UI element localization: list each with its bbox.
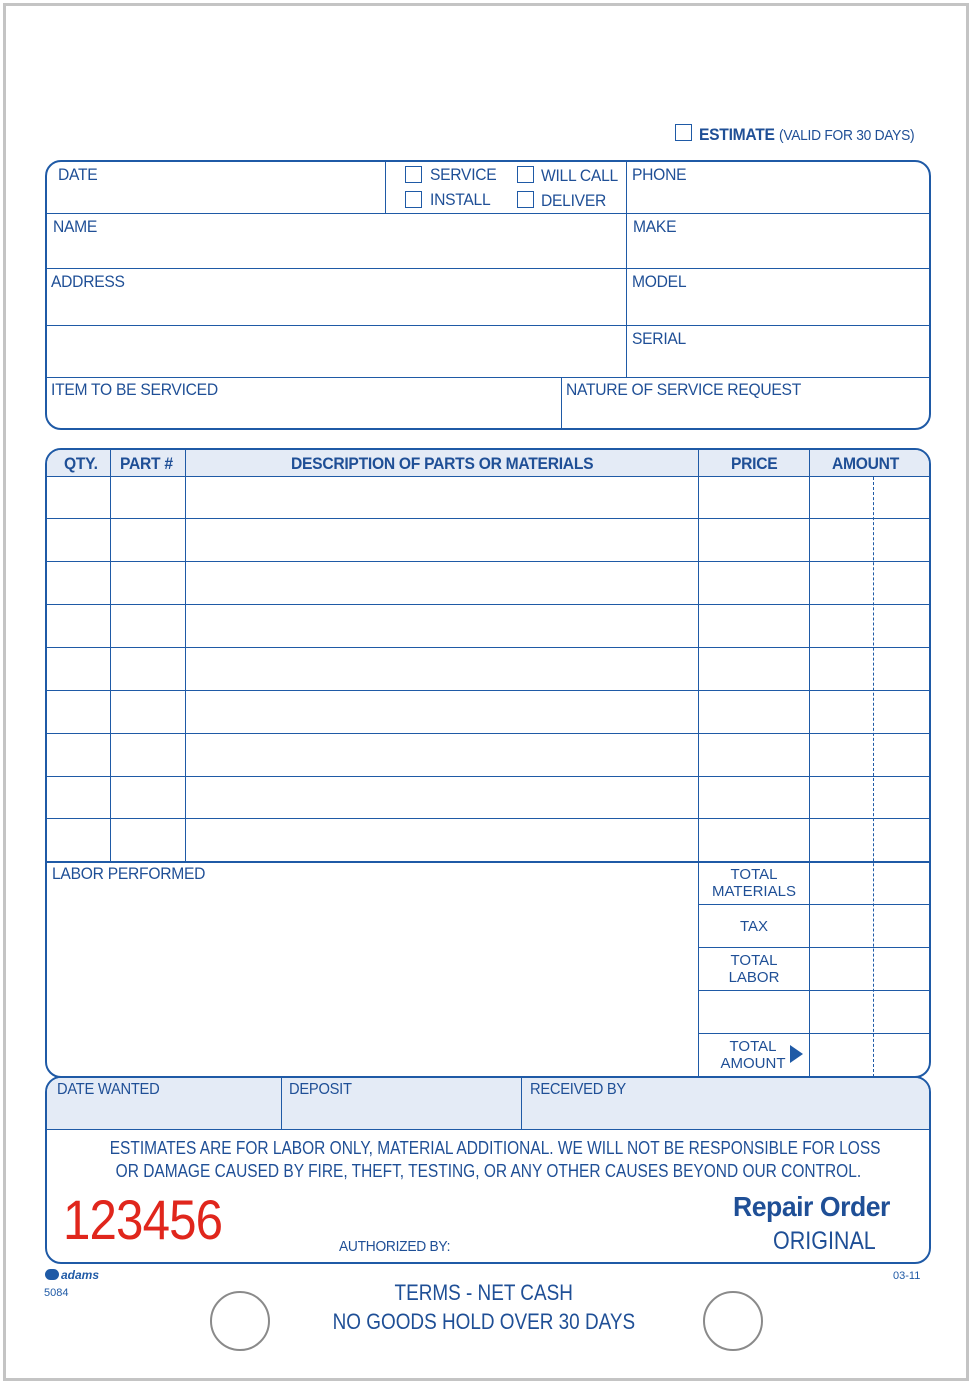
table-row[interactable] [46, 647, 930, 648]
estimate-note: (VALID FOR 30 DAYS) [779, 127, 915, 144]
table-row[interactable] [46, 561, 930, 562]
estimate-label: ESTIMATE [699, 125, 775, 144]
authorized-by-label: AUTHORIZED BY: [339, 1238, 451, 1255]
punch-hole-left [210, 1291, 270, 1351]
col-description: DESCRIPTION OF PARTS OR MATERIALS [291, 454, 594, 473]
estimate-checkbox[interactable] [675, 124, 692, 141]
arrow-right-icon [790, 1045, 803, 1063]
disclaimer-line-2: OR DAMAGE CAUSED BY FIRE, THEFT, TESTING, OR ANY OTHER CAUSES BEYOND OUR CONTROL. [115, 1161, 861, 1181]
deliver-checkbox[interactable] [517, 191, 534, 208]
col-qty: QTY. [64, 454, 98, 473]
model-label: MODEL [632, 272, 687, 291]
make-label: MAKE [633, 217, 677, 236]
total-materials-label: TOTAL MATERIALS [712, 866, 796, 900]
adams-logo [45, 1268, 99, 1282]
deliver-label: DELIVER [541, 191, 607, 210]
total-amount-label: TOTAL AMOUNT [720, 1038, 786, 1072]
version-code: 03-11 [893, 1270, 921, 1282]
col-part: PART # [120, 454, 173, 473]
table-row[interactable] [46, 733, 930, 734]
table-row[interactable] [46, 518, 930, 519]
terms-text: TERMS - NET CASH [394, 1280, 574, 1305]
service-label: SERVICE [430, 165, 497, 184]
form-title: Repair Order [733, 1191, 890, 1222]
name-label: NAME [53, 217, 98, 236]
total-labor-label: TOTAL LABOR [728, 952, 780, 986]
disclaimer-line-1: ESTIMATES ARE FOR LABOR ONLY, MATERIAL ADDITIONAL. WE WILL NOT BE RESPONSIBLE FOR LOSS [109, 1138, 881, 1158]
col-price: PRICE [731, 454, 778, 473]
phone-label: PHONE [632, 165, 687, 184]
table-row[interactable] [46, 690, 930, 691]
table-row[interactable] [46, 776, 930, 777]
table-row[interactable] [46, 604, 930, 605]
received-by-label: RECEIVED BY [530, 1081, 626, 1098]
adams-logo-icon [45, 1269, 59, 1280]
serial-label: SERIAL [632, 329, 686, 348]
address-label: ADDRESS [51, 272, 125, 291]
hold-text: NO GOODS HOLD OVER 30 DAYS [332, 1309, 636, 1334]
form-number: 123456 [63, 1188, 223, 1251]
date-label: DATE [58, 165, 98, 184]
punch-hole-right [703, 1291, 763, 1351]
item-label: ITEM TO BE SERVICED [51, 380, 218, 399]
deposit-label: DEPOSIT [289, 1081, 352, 1098]
labor-label: LABOR PERFORMED [52, 864, 206, 883]
service-checkbox[interactable] [405, 166, 422, 183]
nature-label: NATURE OF SERVICE REQUEST [566, 380, 801, 399]
date-wanted-label: DATE WANTED [57, 1081, 160, 1098]
copy-label: ORIGINAL [773, 1227, 876, 1255]
tax-label: TAX [739, 918, 769, 935]
will-call-checkbox[interactable] [517, 166, 534, 183]
form-code: 5084 [44, 1287, 69, 1299]
brand-text: adams [61, 1268, 100, 1282]
table-row[interactable] [46, 818, 930, 819]
install-checkbox[interactable] [405, 191, 422, 208]
col-amount: AMOUNT [832, 454, 899, 473]
install-label: INSTALL [430, 190, 491, 209]
will-call-label: WILL CALL [541, 166, 618, 185]
